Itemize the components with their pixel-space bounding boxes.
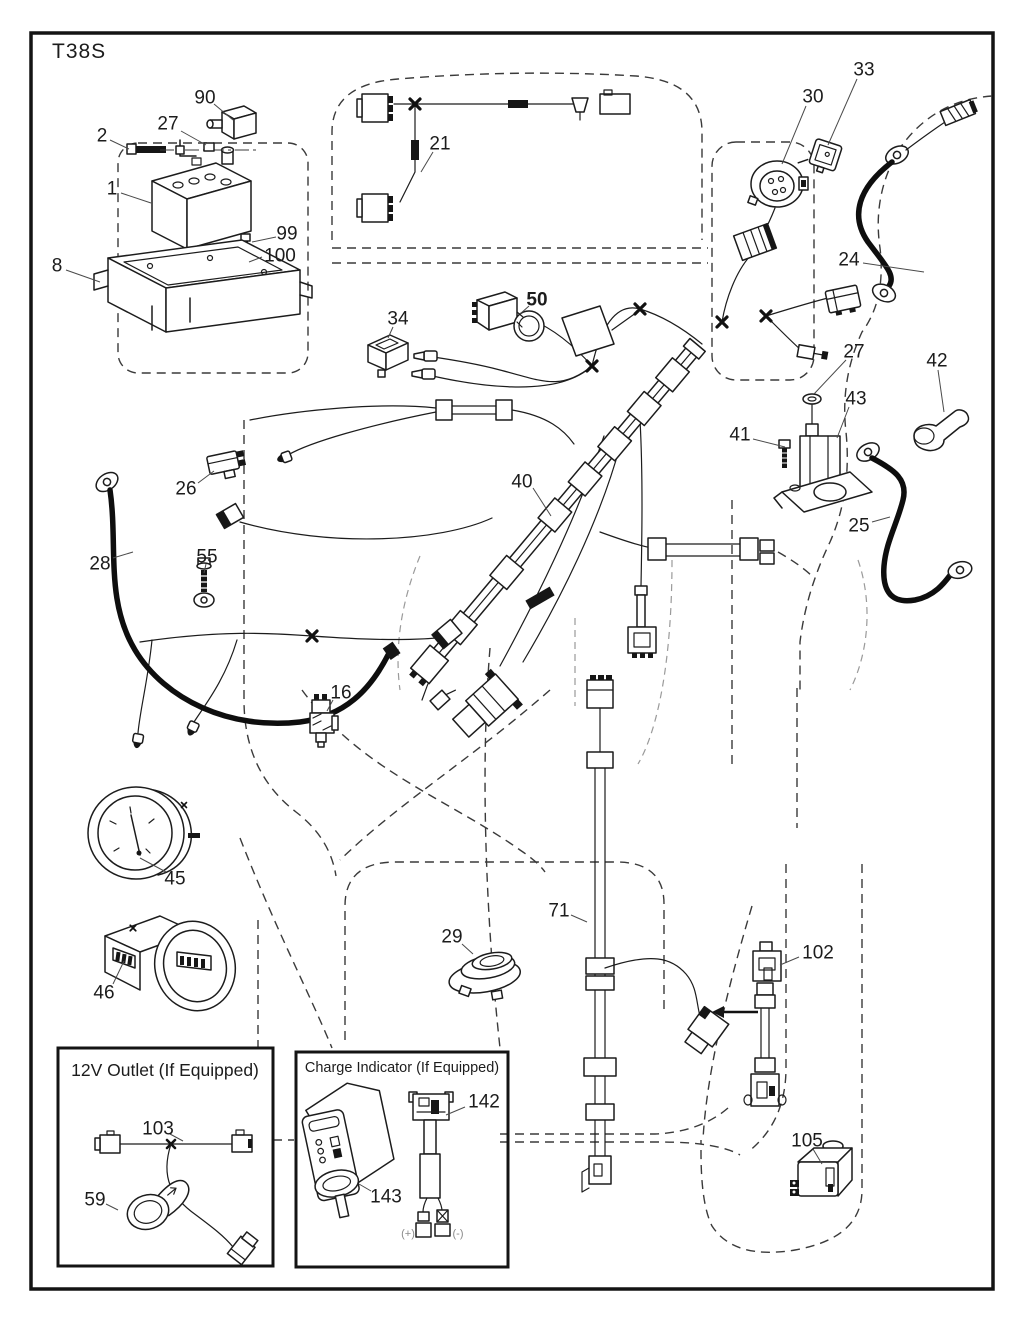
part-label-99: 99 xyxy=(276,223,298,245)
outlet-inset-box xyxy=(58,1048,273,1266)
battery-illustration xyxy=(152,147,251,249)
leader-line-2 xyxy=(110,140,129,149)
battery-bolt-illustration xyxy=(127,144,166,154)
leader-line-29 xyxy=(462,944,473,954)
tap-connector-illustration xyxy=(216,504,243,529)
part-label-34: 34 xyxy=(387,308,409,330)
engine-ground-cable-illustration xyxy=(854,439,974,601)
charge-wire-illustration xyxy=(401,1092,463,1240)
relay-illustration xyxy=(825,285,862,317)
ignition-module-illustration xyxy=(798,135,843,176)
leader-line-59 xyxy=(106,1204,118,1210)
leader-line-8 xyxy=(66,270,100,282)
part-label-42: 42 xyxy=(926,350,948,372)
part-label-43: 43 xyxy=(845,388,867,410)
part-label-28: 28 xyxy=(89,553,111,575)
outlet-inset-title: 12V Outlet (If Equipped) xyxy=(71,1060,259,1080)
leader-line-30 xyxy=(782,106,806,164)
branch-connector-illustration xyxy=(797,345,829,362)
leader-line-40 xyxy=(533,488,551,516)
part-label-40: 40 xyxy=(511,471,533,493)
part-label-105: 105 xyxy=(791,1130,823,1152)
battery-cable-illustration xyxy=(859,98,979,305)
part-label-25: 25 xyxy=(848,515,870,537)
ground-cable-illustration xyxy=(93,469,401,724)
part-label-1: 1 xyxy=(106,178,118,200)
terminal-boot-illustration xyxy=(914,410,969,451)
leader-line-71 xyxy=(571,915,587,922)
leader-line-33 xyxy=(828,79,857,145)
solenoid-bolt-illustration xyxy=(779,440,790,468)
part-label-29: 29 xyxy=(441,926,463,948)
part-label-24: 24 xyxy=(838,249,860,271)
hatched-connector-illustration xyxy=(734,224,777,261)
part-label-26: 26 xyxy=(175,478,197,500)
part-label-102: 102 xyxy=(802,942,834,964)
part-label-143: 143 xyxy=(370,1186,402,1208)
leader-line-21 xyxy=(421,152,433,172)
part-label-103: 103 xyxy=(142,1118,174,1140)
rocker-switch-illustration xyxy=(368,335,408,377)
part-label-21: 21 xyxy=(429,133,451,155)
ignition-switch-illustration xyxy=(748,161,808,207)
inline-fuse-illustration xyxy=(436,400,512,420)
page-title: T38S xyxy=(52,40,107,63)
hour-meter-illustration xyxy=(105,912,245,1020)
part-label-45: 45 xyxy=(164,868,186,890)
negative-terminal-label: (-) xyxy=(452,1228,464,1240)
part-label-41: 41 xyxy=(729,424,751,446)
part-label-55: 55 xyxy=(196,546,218,568)
charge-inset-box xyxy=(295,1052,508,1267)
positive-terminal-label: (+) xyxy=(401,1228,415,1240)
inline-connector-illustration xyxy=(648,538,814,578)
ammeter-gauge-illustration xyxy=(88,787,200,879)
leader-line-43 xyxy=(837,407,849,438)
part-label-46: 46 xyxy=(93,982,115,1004)
leader-line-102 xyxy=(780,957,799,965)
part-label-27: 27 xyxy=(843,341,865,363)
pto-connector-illustration xyxy=(430,619,523,746)
leader-line-27 xyxy=(814,360,846,394)
part-label-90: 90 xyxy=(194,87,216,109)
part-label-8: 8 xyxy=(51,255,63,277)
part-label-142: 142 xyxy=(468,1091,500,1113)
part-label-100: 100 xyxy=(264,245,296,267)
seat-switch-connector-illustration xyxy=(628,586,656,658)
part-label-2: 2 xyxy=(96,125,108,147)
part-label-27: 27 xyxy=(157,113,179,135)
leader-line-24 xyxy=(863,263,924,272)
fuse-illustration xyxy=(207,449,248,481)
leader-line-1 xyxy=(121,193,151,203)
cap-illustration xyxy=(447,950,523,1000)
part-label-59: 59 xyxy=(84,1189,106,1211)
charge-inset-title: Charge Indicator (If Equipped) xyxy=(304,1060,500,1076)
rear-harness-illustration xyxy=(582,675,729,1192)
headlight-harness-illustration xyxy=(357,90,630,222)
leader-line-42 xyxy=(938,370,944,412)
part-label-50: 50 xyxy=(526,289,548,311)
part-label-16: 16 xyxy=(330,682,352,704)
leader-line-26 xyxy=(198,471,214,483)
leader-line-99 xyxy=(252,237,276,242)
part-label-33: 33 xyxy=(853,59,875,81)
part-label-30: 30 xyxy=(802,86,824,108)
fuse-holder-illustration xyxy=(207,106,256,139)
leader-line-25 xyxy=(872,517,890,522)
nameplate-illustration xyxy=(562,306,614,356)
part-label-71: 71 xyxy=(548,900,570,922)
